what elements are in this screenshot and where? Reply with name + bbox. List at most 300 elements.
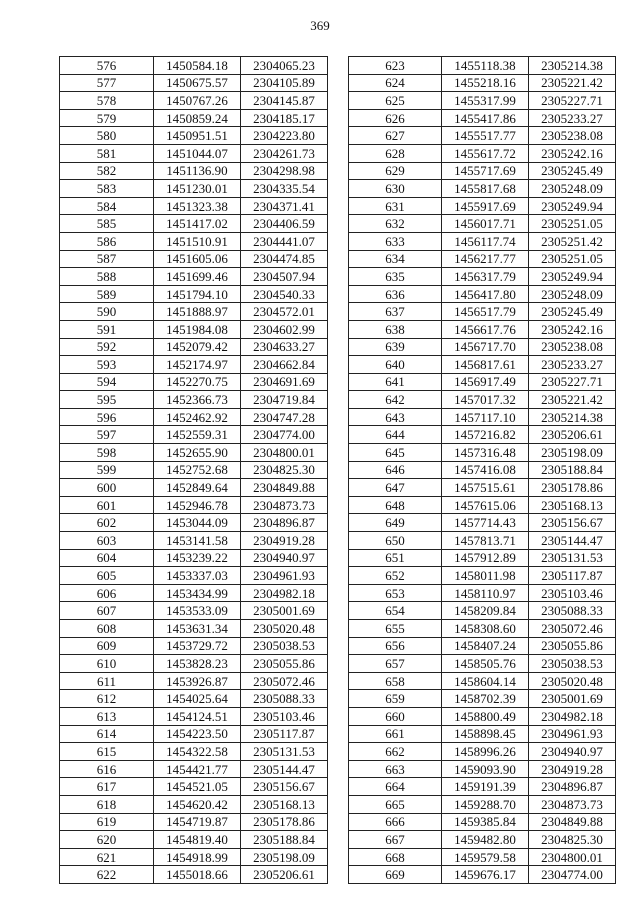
x-coordinate-cell: 1454620.42 (154, 795, 241, 813)
point-number-cell: 647 (349, 479, 442, 497)
y-coordinate-cell: 2305038.53 (529, 655, 616, 673)
point-number-cell: 580 (60, 127, 154, 145)
x-coordinate-cell: 1457216.82 (442, 426, 529, 444)
y-coordinate-cell: 2305020.48 (529, 672, 616, 690)
x-coordinate-cell: 1455717.69 (442, 162, 529, 180)
y-coordinate-cell: 2305055.86 (529, 637, 616, 655)
table-row (349, 373, 616, 391)
y-coordinate-cell: 2305206.61 (241, 866, 328, 884)
x-coordinate-cell: 1456417.80 (442, 285, 529, 303)
x-coordinate-cell: 1456817.61 (442, 356, 529, 374)
point-number-cell: 654 (349, 602, 442, 620)
x-coordinate-cell: 1452946.78 (154, 496, 241, 514)
table-row (60, 197, 328, 215)
table-row (349, 127, 616, 145)
point-number-cell: 624 (349, 74, 442, 92)
x-coordinate-cell: 1454521.05 (154, 778, 241, 796)
y-coordinate-cell: 2304873.73 (529, 795, 616, 813)
x-coordinate-cell: 1459676.17 (442, 866, 529, 884)
point-number-cell: 643 (349, 408, 442, 426)
y-coordinate-cell: 2305248.09 (529, 285, 616, 303)
point-number-cell: 640 (349, 356, 442, 374)
table-row (60, 637, 328, 655)
table-row (60, 144, 328, 162)
point-number-cell: 660 (349, 707, 442, 725)
table-row (349, 760, 616, 778)
point-number-cell: 644 (349, 426, 442, 444)
x-coordinate-cell: 1459482.80 (442, 831, 529, 849)
table-row (60, 672, 328, 690)
y-coordinate-cell: 2304747.28 (241, 408, 328, 426)
x-coordinate-cell: 1455218.16 (442, 74, 529, 92)
y-coordinate-cell: 2305238.08 (529, 338, 616, 356)
y-coordinate-cell: 2305038.53 (241, 637, 328, 655)
point-number-cell: 667 (349, 831, 442, 849)
x-coordinate-cell: 1452655.90 (154, 444, 241, 462)
table-row (349, 778, 616, 796)
table-row (349, 268, 616, 286)
point-number-cell: 618 (60, 795, 154, 813)
table-row (60, 461, 328, 479)
table-row (60, 567, 328, 585)
y-coordinate-cell: 2304335.54 (241, 180, 328, 198)
y-coordinate-cell: 2304825.30 (241, 461, 328, 479)
table-row (349, 232, 616, 250)
point-number-cell: 645 (349, 444, 442, 462)
y-coordinate-cell: 2305055.86 (241, 655, 328, 673)
y-coordinate-cell: 2305245.49 (529, 162, 616, 180)
point-number-cell: 655 (349, 620, 442, 638)
x-coordinate-cell: 1459191.39 (442, 778, 529, 796)
table-row (349, 620, 616, 638)
table-row (349, 180, 616, 198)
x-coordinate-cell: 1450951.51 (154, 127, 241, 145)
point-number-cell: 601 (60, 496, 154, 514)
table-row (60, 831, 328, 849)
point-number-cell: 597 (60, 426, 154, 444)
y-coordinate-cell: 2305088.33 (241, 690, 328, 708)
point-number-cell: 666 (349, 813, 442, 831)
point-number-cell: 590 (60, 303, 154, 321)
x-coordinate-cell: 1457813.71 (442, 532, 529, 550)
table-row (60, 320, 328, 338)
point-number-cell: 630 (349, 180, 442, 198)
table-row (349, 602, 616, 620)
point-number-cell: 616 (60, 760, 154, 778)
table-row (349, 532, 616, 550)
y-coordinate-cell: 2305178.86 (241, 813, 328, 831)
table-row (60, 338, 328, 356)
x-coordinate-cell: 1459093.90 (442, 760, 529, 778)
x-coordinate-cell: 1459579.58 (442, 848, 529, 866)
x-coordinate-cell: 1456917.49 (442, 373, 529, 391)
y-coordinate-cell: 2304540.33 (241, 285, 328, 303)
point-number-cell: 581 (60, 144, 154, 162)
point-number-cell: 656 (349, 637, 442, 655)
y-coordinate-cell: 2304572.01 (241, 303, 328, 321)
y-coordinate-cell: 2304185.17 (241, 109, 328, 127)
point-number-cell: 614 (60, 725, 154, 743)
table-row (60, 584, 328, 602)
table-row (60, 707, 328, 725)
point-number-cell: 611 (60, 672, 154, 690)
x-coordinate-cell: 1451230.01 (154, 180, 241, 198)
point-number-cell: 594 (60, 373, 154, 391)
point-number-cell: 669 (349, 866, 442, 884)
coordinate-table-left (59, 56, 328, 884)
point-number-cell: 657 (349, 655, 442, 673)
y-coordinate-cell: 2305221.42 (529, 391, 616, 409)
y-coordinate-cell: 2304919.28 (241, 532, 328, 550)
table-row (60, 215, 328, 233)
x-coordinate-cell: 1451699.46 (154, 268, 241, 286)
x-coordinate-cell: 1459385.84 (442, 813, 529, 831)
x-coordinate-cell: 1459288.70 (442, 795, 529, 813)
x-coordinate-cell: 1453729.72 (154, 637, 241, 655)
y-coordinate-cell: 2305117.87 (241, 725, 328, 743)
table-row (349, 144, 616, 162)
point-number-cell: 588 (60, 268, 154, 286)
table-row (349, 426, 616, 444)
y-coordinate-cell: 2304849.88 (529, 813, 616, 831)
y-coordinate-cell: 2305227.71 (529, 92, 616, 110)
point-number-cell: 577 (60, 74, 154, 92)
table-row (60, 356, 328, 374)
table-row (349, 250, 616, 268)
x-coordinate-cell: 1453631.34 (154, 620, 241, 638)
table-row (60, 620, 328, 638)
point-number-cell: 610 (60, 655, 154, 673)
table-row (349, 479, 616, 497)
point-number-cell: 663 (349, 760, 442, 778)
y-coordinate-cell: 2305248.09 (529, 180, 616, 198)
point-number-cell: 599 (60, 461, 154, 479)
y-coordinate-cell: 2305117.87 (529, 567, 616, 585)
y-coordinate-cell: 2305001.69 (529, 690, 616, 708)
x-coordinate-cell: 1456217.77 (442, 250, 529, 268)
y-coordinate-cell: 2305233.27 (529, 109, 616, 127)
y-coordinate-cell: 2305198.09 (529, 444, 616, 462)
point-number-cell: 651 (349, 549, 442, 567)
y-coordinate-cell: 2305214.38 (529, 57, 616, 75)
x-coordinate-cell: 1452849.64 (154, 479, 241, 497)
x-coordinate-cell: 1457912.89 (442, 549, 529, 567)
point-number-cell: 662 (349, 743, 442, 761)
x-coordinate-cell: 1457117.10 (442, 408, 529, 426)
x-coordinate-cell: 1450584.18 (154, 57, 241, 75)
point-number-cell: 631 (349, 197, 442, 215)
table-row (60, 866, 328, 884)
x-coordinate-cell: 1455317.99 (442, 92, 529, 110)
x-coordinate-cell: 1451323.38 (154, 197, 241, 215)
x-coordinate-cell: 1453337.03 (154, 567, 241, 585)
x-coordinate-cell: 1453044.09 (154, 514, 241, 532)
table-row (60, 74, 328, 92)
y-coordinate-cell: 2304774.00 (529, 866, 616, 884)
point-number-cell: 652 (349, 567, 442, 585)
point-number-cell: 668 (349, 848, 442, 866)
table-row (349, 672, 616, 690)
table-row (349, 109, 616, 127)
x-coordinate-cell: 1458800.49 (442, 707, 529, 725)
table-row (349, 74, 616, 92)
x-coordinate-cell: 1457416.08 (442, 461, 529, 479)
table-row (60, 444, 328, 462)
point-number-cell: 604 (60, 549, 154, 567)
x-coordinate-cell: 1450675.57 (154, 74, 241, 92)
table-row (60, 725, 328, 743)
y-coordinate-cell: 2304371.41 (241, 197, 328, 215)
point-number-cell: 638 (349, 320, 442, 338)
y-coordinate-cell: 2305103.46 (241, 707, 328, 725)
y-coordinate-cell: 2304691.69 (241, 373, 328, 391)
table-row (349, 197, 616, 215)
point-number-cell: 626 (349, 109, 442, 127)
x-coordinate-cell: 1458011.98 (442, 567, 529, 585)
y-coordinate-cell: 2305251.05 (529, 250, 616, 268)
point-number-cell: 595 (60, 391, 154, 409)
y-coordinate-cell: 2304961.93 (241, 567, 328, 585)
point-number-cell: 665 (349, 795, 442, 813)
table-row (60, 391, 328, 409)
y-coordinate-cell: 2305198.09 (241, 848, 328, 866)
table-row (349, 408, 616, 426)
table-row (60, 109, 328, 127)
table-row (349, 496, 616, 514)
table-row (349, 584, 616, 602)
y-coordinate-cell: 2304474.85 (241, 250, 328, 268)
x-coordinate-cell: 1455118.38 (442, 57, 529, 75)
point-number-cell: 591 (60, 320, 154, 338)
point-number-cell: 615 (60, 743, 154, 761)
point-number-cell: 579 (60, 109, 154, 127)
x-coordinate-cell: 1455917.69 (442, 197, 529, 215)
point-number-cell: 625 (349, 92, 442, 110)
x-coordinate-cell: 1453434.99 (154, 584, 241, 602)
point-number-cell: 639 (349, 338, 442, 356)
coordinate-table-left-body (60, 57, 328, 884)
x-coordinate-cell: 1453239.22 (154, 549, 241, 567)
point-number-cell: 637 (349, 303, 442, 321)
y-coordinate-cell: 2304774.00 (241, 426, 328, 444)
y-coordinate-cell: 2305214.38 (529, 408, 616, 426)
y-coordinate-cell: 2304602.99 (241, 320, 328, 338)
y-coordinate-cell: 2305249.94 (529, 268, 616, 286)
x-coordinate-cell: 1458209.84 (442, 602, 529, 620)
y-coordinate-cell: 2304662.84 (241, 356, 328, 374)
y-coordinate-cell: 2305156.67 (241, 778, 328, 796)
y-coordinate-cell: 2304800.01 (529, 848, 616, 866)
x-coordinate-cell: 1451510.91 (154, 232, 241, 250)
x-coordinate-cell: 1452270.75 (154, 373, 241, 391)
x-coordinate-cell: 1456617.76 (442, 320, 529, 338)
y-coordinate-cell: 2305131.53 (241, 743, 328, 761)
y-coordinate-cell: 2304919.28 (529, 760, 616, 778)
x-coordinate-cell: 1455018.66 (154, 866, 241, 884)
table-row (349, 813, 616, 831)
coordinate-table-right-body (349, 57, 616, 884)
table-row (60, 602, 328, 620)
point-number-cell: 587 (60, 250, 154, 268)
y-coordinate-cell: 2305001.69 (241, 602, 328, 620)
y-coordinate-cell: 2305131.53 (529, 549, 616, 567)
table-row (60, 285, 328, 303)
y-coordinate-cell: 2304800.01 (241, 444, 328, 462)
table-row (60, 760, 328, 778)
x-coordinate-cell: 1454223.50 (154, 725, 241, 743)
point-number-cell: 659 (349, 690, 442, 708)
table-row (60, 514, 328, 532)
point-number-cell: 653 (349, 584, 442, 602)
y-coordinate-cell: 2304406.59 (241, 215, 328, 233)
y-coordinate-cell: 2305020.48 (241, 620, 328, 638)
y-coordinate-cell: 2305156.67 (529, 514, 616, 532)
table-row (349, 848, 616, 866)
point-number-cell: 606 (60, 584, 154, 602)
y-coordinate-cell: 2305072.46 (529, 620, 616, 638)
x-coordinate-cell: 1457515.61 (442, 479, 529, 497)
x-coordinate-cell: 1458505.76 (442, 655, 529, 673)
point-number-cell: 621 (60, 848, 154, 866)
point-number-cell: 646 (349, 461, 442, 479)
point-number-cell: 649 (349, 514, 442, 532)
table-row (60, 549, 328, 567)
table-row (60, 57, 328, 75)
x-coordinate-cell: 1450859.24 (154, 109, 241, 127)
x-coordinate-cell: 1455417.86 (442, 109, 529, 127)
y-coordinate-cell: 2305251.05 (529, 215, 616, 233)
y-coordinate-cell: 2304298.98 (241, 162, 328, 180)
y-coordinate-cell: 2305227.71 (529, 373, 616, 391)
x-coordinate-cell: 1457017.32 (442, 391, 529, 409)
x-coordinate-cell: 1453141.58 (154, 532, 241, 550)
x-coordinate-cell: 1457615.06 (442, 496, 529, 514)
point-number-cell: 584 (60, 197, 154, 215)
table-row (60, 426, 328, 444)
x-coordinate-cell: 1451888.97 (154, 303, 241, 321)
point-number-cell: 596 (60, 408, 154, 426)
x-coordinate-cell: 1455617.72 (442, 144, 529, 162)
y-coordinate-cell: 2304873.73 (241, 496, 328, 514)
point-number-cell: 589 (60, 285, 154, 303)
point-number-cell: 617 (60, 778, 154, 796)
table-row (60, 250, 328, 268)
point-number-cell: 641 (349, 373, 442, 391)
coordinate-table-right (348, 56, 616, 884)
x-coordinate-cell: 1458702.39 (442, 690, 529, 708)
x-coordinate-cell: 1450767.26 (154, 92, 241, 110)
x-coordinate-cell: 1454719.87 (154, 813, 241, 831)
point-number-cell: 664 (349, 778, 442, 796)
x-coordinate-cell: 1458996.26 (442, 743, 529, 761)
y-coordinate-cell: 2305206.61 (529, 426, 616, 444)
x-coordinate-cell: 1455517.77 (442, 127, 529, 145)
x-coordinate-cell: 1456517.79 (442, 303, 529, 321)
y-coordinate-cell: 2305245.49 (529, 303, 616, 321)
y-coordinate-cell: 2304896.87 (529, 778, 616, 796)
x-coordinate-cell: 1456017.71 (442, 215, 529, 233)
table-row (349, 655, 616, 673)
x-coordinate-cell: 1451605.06 (154, 250, 241, 268)
point-number-cell: 612 (60, 690, 154, 708)
y-coordinate-cell: 2305168.13 (241, 795, 328, 813)
point-number-cell: 608 (60, 620, 154, 638)
y-coordinate-cell: 2304145.87 (241, 92, 328, 110)
y-coordinate-cell: 2305238.08 (529, 127, 616, 145)
point-number-cell: 586 (60, 232, 154, 250)
table-row (60, 268, 328, 286)
table-row (349, 444, 616, 462)
table-row (349, 356, 616, 374)
x-coordinate-cell: 1457714.43 (442, 514, 529, 532)
point-number-cell: 620 (60, 831, 154, 849)
table-row (349, 92, 616, 110)
table-row (349, 57, 616, 75)
table-row (60, 496, 328, 514)
table-row (349, 391, 616, 409)
point-number-cell: 605 (60, 567, 154, 585)
y-coordinate-cell: 2305088.33 (529, 602, 616, 620)
table-row (349, 637, 616, 655)
point-number-cell: 629 (349, 162, 442, 180)
x-coordinate-cell: 1451044.07 (154, 144, 241, 162)
point-number-cell: 627 (349, 127, 442, 145)
table-row (60, 232, 328, 250)
x-coordinate-cell: 1456117.74 (442, 232, 529, 250)
x-coordinate-cell: 1453828.23 (154, 655, 241, 673)
x-coordinate-cell: 1451417.02 (154, 215, 241, 233)
y-coordinate-cell: 2305221.42 (529, 74, 616, 92)
table-row (349, 743, 616, 761)
x-coordinate-cell: 1458898.45 (442, 725, 529, 743)
table-row (349, 690, 616, 708)
x-coordinate-cell: 1452366.73 (154, 391, 241, 409)
y-coordinate-cell: 2305249.94 (529, 197, 616, 215)
point-number-cell: 593 (60, 356, 154, 374)
table-row (60, 92, 328, 110)
y-coordinate-cell: 2304982.18 (241, 584, 328, 602)
table-row (60, 373, 328, 391)
point-number-cell: 650 (349, 532, 442, 550)
point-number-cell: 592 (60, 338, 154, 356)
y-coordinate-cell: 2305233.27 (529, 356, 616, 374)
point-number-cell: 583 (60, 180, 154, 198)
point-number-cell: 642 (349, 391, 442, 409)
y-coordinate-cell: 2304961.93 (529, 725, 616, 743)
x-coordinate-cell: 1452079.42 (154, 338, 241, 356)
y-coordinate-cell: 2305072.46 (241, 672, 328, 690)
table-row (349, 215, 616, 233)
x-coordinate-cell: 1458604.14 (442, 672, 529, 690)
y-coordinate-cell: 2304896.87 (241, 514, 328, 532)
point-number-cell: 578 (60, 92, 154, 110)
x-coordinate-cell: 1456717.70 (442, 338, 529, 356)
x-coordinate-cell: 1454322.58 (154, 743, 241, 761)
y-coordinate-cell: 2304940.97 (529, 743, 616, 761)
x-coordinate-cell: 1453533.09 (154, 602, 241, 620)
x-coordinate-cell: 1454124.51 (154, 707, 241, 725)
y-coordinate-cell: 2305178.86 (529, 479, 616, 497)
table-row (60, 180, 328, 198)
table-row (349, 567, 616, 585)
table-row (60, 743, 328, 761)
table-row (349, 707, 616, 725)
x-coordinate-cell: 1454421.77 (154, 760, 241, 778)
point-number-cell: 576 (60, 57, 154, 75)
table-row (349, 162, 616, 180)
table-row (60, 408, 328, 426)
point-number-cell: 633 (349, 232, 442, 250)
